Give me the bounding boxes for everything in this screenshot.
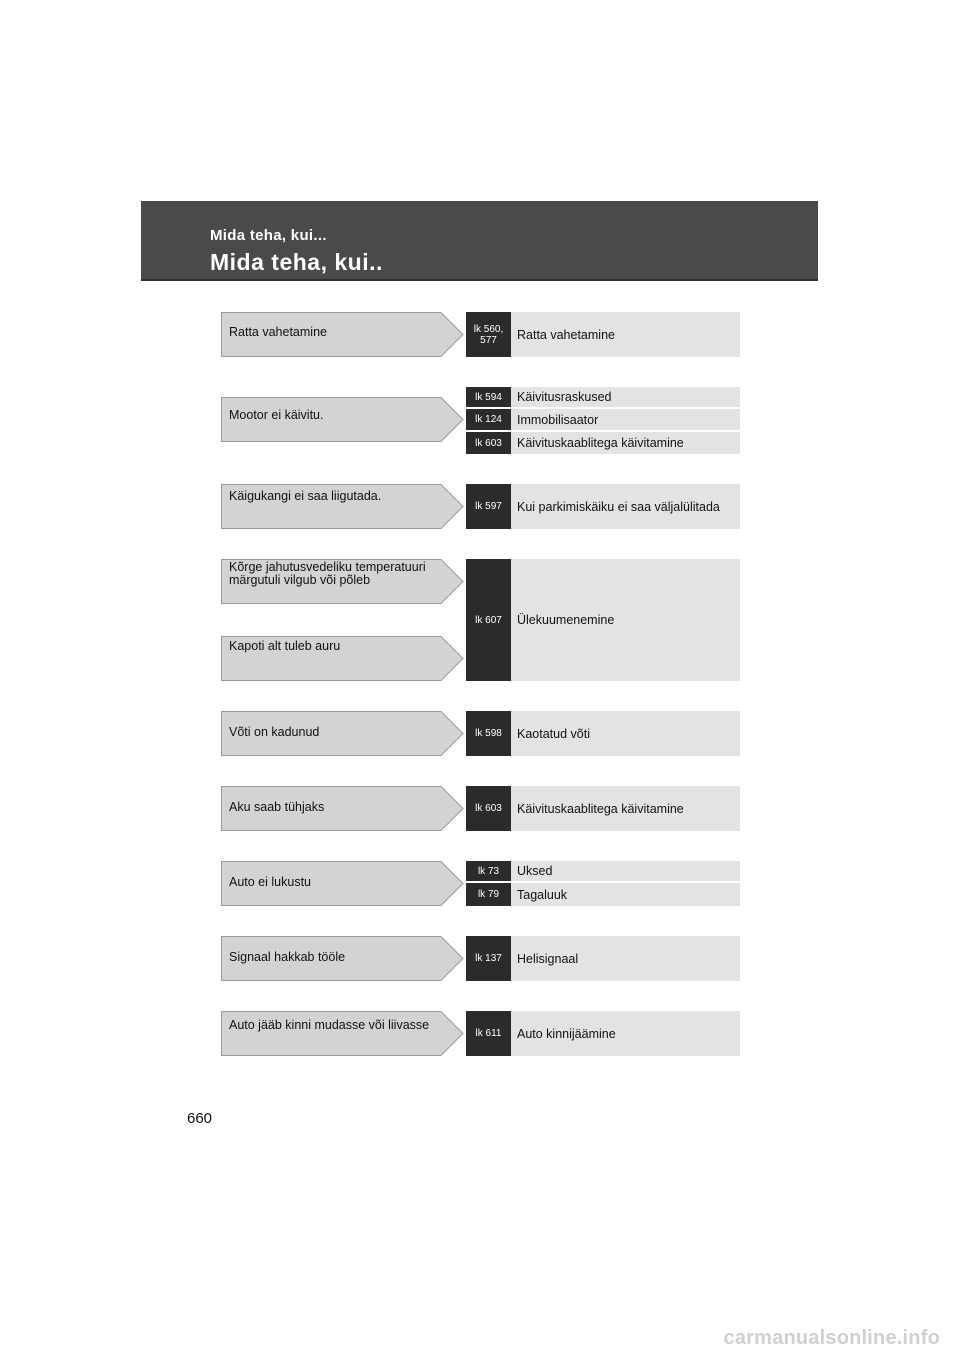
problem-box [221,397,464,442]
solution [511,711,740,756]
problem-text: Signaal hakkab tööle [229,950,346,964]
page-ref [466,387,511,409]
solution-text: Kui parkimiskäiku ei saa väljalülitada [517,499,720,514]
page-ref [466,432,511,454]
page-ref-text: lk 611 [475,1028,502,1039]
problem-box [221,636,464,681]
solution-text: Ülekuumenemine [517,613,615,627]
page-ref-text: lk 603 [475,437,502,449]
problem-text: Auto jääb kinni mudasse või liivasse [229,1018,430,1032]
problem-text: Kõrge jahutusvedeliku temperatuuri märgutuli vilgub või põleb [229,560,426,587]
solution [511,559,740,681]
solution-text: Helisignaal [517,951,579,966]
problem-box [221,1011,464,1056]
page-ref-text: lk 73 [477,865,500,877]
solution [511,883,740,906]
page-ref-text: lk 598 [475,728,502,739]
page-number: 660 [187,1110,213,1127]
solution-text: Tagaluuk [517,887,568,902]
problem-box [221,312,464,357]
page-ref-text: lk 124 [475,414,502,425]
solution-text: Auto kinnijäämine [517,1026,616,1041]
solution-text: Ratta vahetamine [517,327,615,342]
problem-box [221,559,464,604]
solution [511,387,740,409]
page-ref-text: lk 137 [475,953,502,964]
solution-text: Kaotatud võti [517,726,590,741]
page-ref [466,559,511,681]
page-ref [466,936,511,981]
page-ref [466,409,511,432]
solution [511,861,740,883]
solution-text: Käivitusraskused [517,390,612,404]
problem-text: Käigukangi ei saa liigutada. [229,489,382,503]
page-ref-text: lk 594 [475,391,502,403]
solution-text: Käivituskaablitega käivitamine [517,436,684,450]
problem-text: Võti on kadunud [229,725,320,739]
page-title: Mida teha, kui.. [210,249,383,275]
page-ref [466,484,511,529]
page-ref-text: lk 560, 577 [473,323,504,346]
problem-text: Ratta vahetamine [229,325,327,339]
problem-text: Mootor ei käivitu. [229,408,324,422]
problem-text: Aku saab tühjaks [229,800,325,814]
page-ref [466,1011,511,1056]
solution [511,936,740,981]
problem-box [221,936,464,981]
watermark: carmanualsonline.info [723,1327,940,1349]
problem-box [221,711,464,756]
section-label: Mida teha, kui... [210,227,327,244]
page-ref [466,312,511,357]
page-ref [466,883,511,906]
solution-text: Uksed [517,864,553,878]
page-ref [466,861,511,883]
page-ref-text: lk 597 [475,501,502,512]
page-ref [466,786,511,831]
problem-text: Auto ei lukustu [229,875,311,889]
solution-text: Immobilisaator [517,412,599,427]
solution [511,409,740,432]
solution [511,786,740,831]
section-header [141,201,818,281]
solution-text: Käivituskaablitega käivitamine [517,801,684,816]
page-ref [466,711,511,756]
page-ref-text: lk 79 [477,889,500,900]
solution [511,1011,740,1056]
solution [511,432,740,454]
page-ref-text: lk 603 [475,803,502,814]
problem-text: Kapoti alt tuleb auru [229,639,341,653]
solution [511,312,740,357]
page-ref-text: lk 607 [475,614,502,626]
problem-box [221,861,464,906]
solution [511,484,740,529]
problem-box [221,484,464,529]
problem-box [221,786,464,831]
